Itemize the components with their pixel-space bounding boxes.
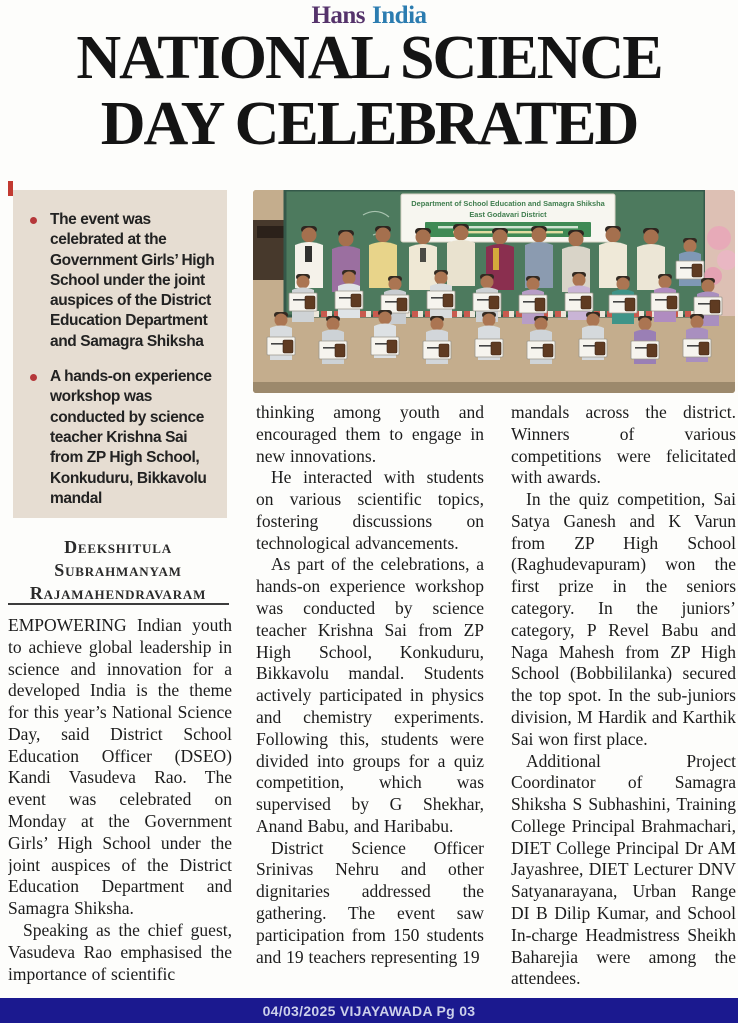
headline-line2: DAY CELEBRATED — [100, 89, 638, 158]
highlights-list — [23, 210, 219, 509]
photo-floor — [253, 382, 735, 393]
edition-footer-text: 04/03/2025 VIJAYAWADA Pg 03 — [262, 1002, 476, 1019]
article-column-2 — [256, 402, 484, 998]
byline — [8, 536, 228, 605]
event-photo — [253, 190, 735, 393]
article-paragraph: Speaking as the chief guest, Vasudeva Rao emphasised the importance of scientific — [8, 919, 232, 984]
article-column-1 — [8, 615, 232, 998]
byline-name-line1: Deekshitula — [64, 537, 172, 557]
article-paragraph: District Science Officer Srinivas Nehru and other dignitaries addressed the gathering. The event saw participation from 150 students and 19 teachers representing 19 — [256, 837, 484, 967]
edition-footer — [0, 998, 738, 1023]
photo-students-front-row — [267, 310, 711, 364]
article-paragraph: As part of the celebrations, a hands-on experience workshop was conducted by science teacher Krishna Sai from ZP High School, Konkuduru, Bikkavolu mandal. Students actively participated in physics and chemistry experiments. Following this, students were divided into groups for a quiz competition, which was supervised by G Shekhar, Anand Babu, and Haribabu. — [256, 554, 484, 836]
article-paragraph: In the quiz competition, Sai Satya Ganesh and K Varun from ZP High School (Raghudevapuram) won the first prize in the seniors category. In the juniors’ category, P Revel Babu and Naga Mahesh from ZP High School (Bobbililanka) secured the top spot. In the sub-juniors division, M Hardik and Karthik Sai won first place. — [511, 489, 736, 749]
headline-line1: NATIONAL SCIENCE — [76, 24, 662, 92]
page-title — [0, 26, 738, 157]
photo-illustration — [253, 190, 735, 393]
article-column-3 — [511, 402, 736, 998]
article-paragraph: He interacted with students on various scientific topics, fostering discussions on technological advancements. — [256, 467, 484, 553]
article-paragraph: thinking among youth and encouraged them to engage in new innovations. — [256, 402, 484, 466]
byline-location: Rajamahendravaram — [29, 583, 207, 604]
brand-hans: Hans — [311, 2, 366, 29]
highlight-item: A hands-on experience workshop was conducted by science teacher Krishna Sai from ZP High School, Konkuduru, Bikkavolu mandal — [23, 367, 219, 509]
brand-india: India — [372, 2, 427, 29]
byline-name-line2: Subrahmanyam — [54, 560, 182, 581]
highlights-box — [13, 190, 227, 518]
highlight-item: The event was celebrated at the Government Girls’ High School under the joint auspices of the District Education Department and Samagra Shiksha — [23, 210, 219, 352]
article-paragraph: Additional Project Coordinator of Samagra Shiksha S Subhashini, Training College Principal Brahmachari, DIET College Principal Dr AM Jayashree, DIET Lecturer DNV Satyanarayana, Urban Range DI B Dilip Kumar, and School In-charge Headmistress Sheikh Baharejia were among the attendees. — [511, 750, 736, 989]
byline-divider — [8, 603, 229, 605]
banner-text-line1: Department of School Education and Samagra Shiksha — [411, 199, 605, 208]
article-paragraph: EMPOWERING Indian youth to achieve global leadership in science and innovation for a developed India is the theme for this year’s National Science Day, said District School Education Officer (DSEO) Kandi Vasudeva Rao. The event was celebrated on Monday at the Government Girls’ High School under the joint auspices of the District Education Department and Samagra Shiksha. — [8, 615, 232, 919]
banner-text-line2: East Godavari District — [469, 210, 547, 219]
article-paragraph: mandals across the district. Winners of various competitions were felicitated with awards. — [511, 402, 736, 488]
